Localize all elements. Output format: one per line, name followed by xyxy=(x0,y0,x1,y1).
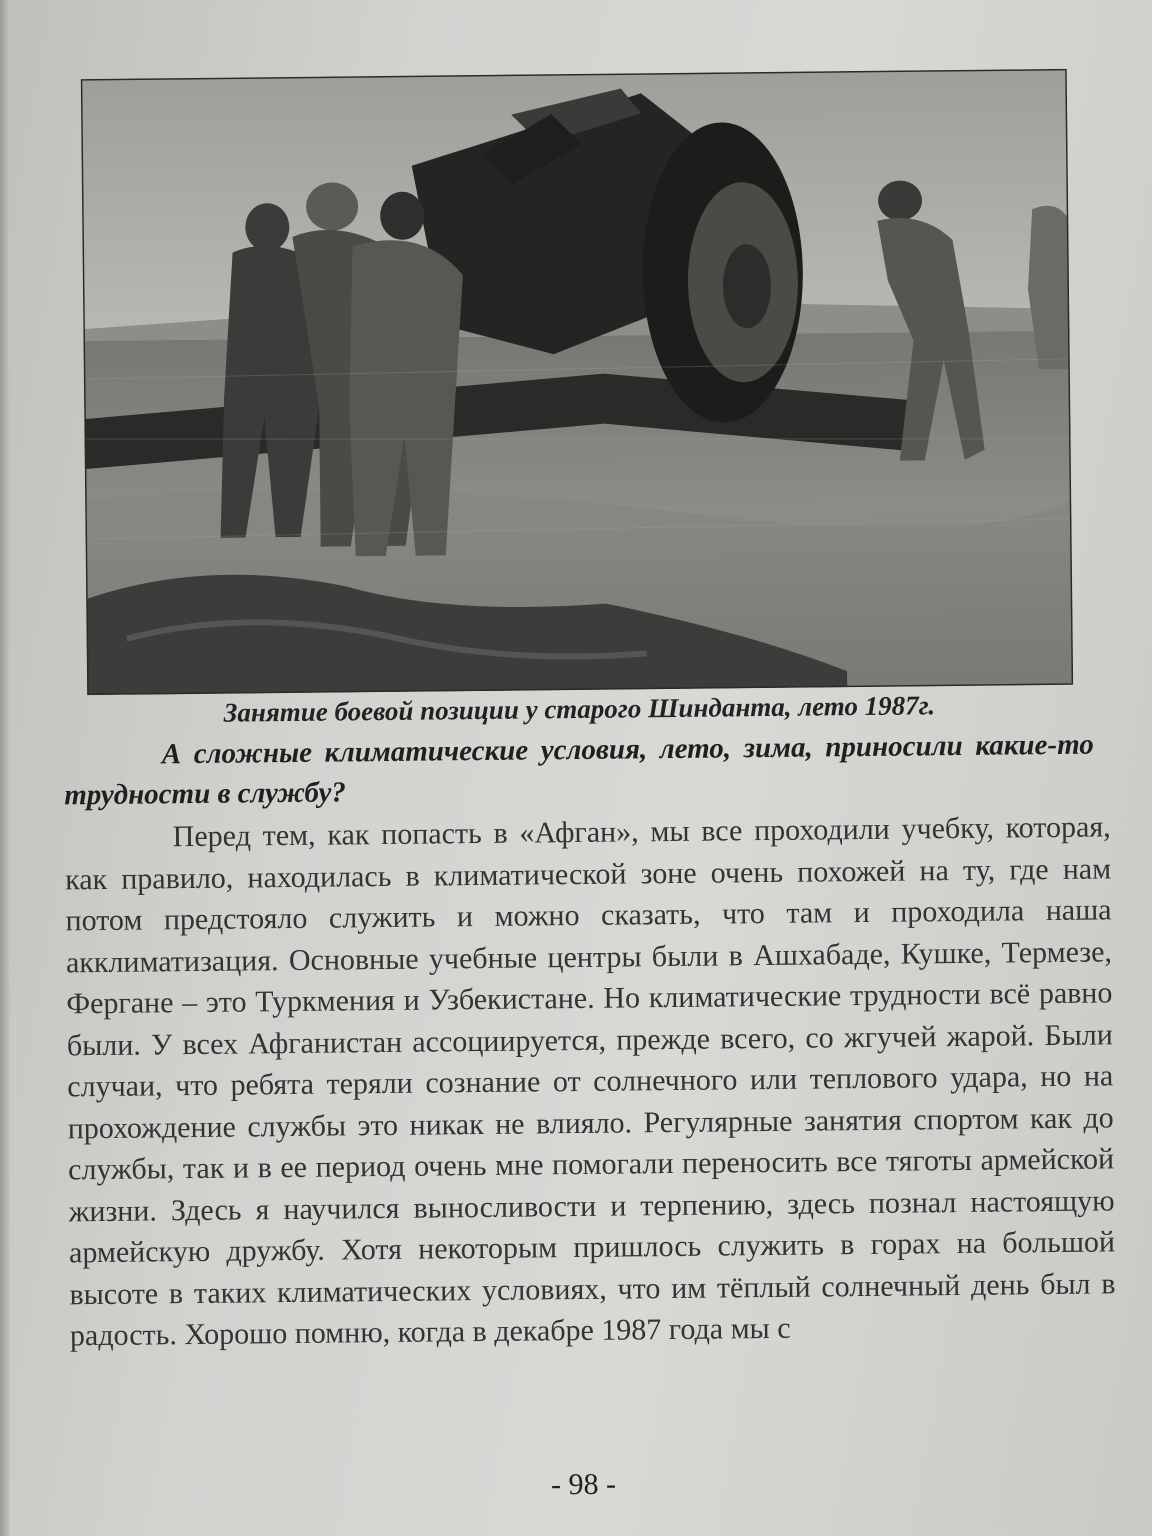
page-number: - 98 - xyxy=(550,1467,617,1502)
photo-caption: Занятие боевой позиции у старого Шинданта, лето 1987г. xyxy=(223,690,936,728)
interview-question: А сложные климатические условия, лето, зима, приносили какие-то трудности в службу? xyxy=(64,728,1094,812)
artillery-photo xyxy=(81,69,1073,695)
body-paragraph: Перед тем, как попасть в «Афган», мы все проходили учебку, которая, как правило, находилась в климатической зоне очень похожей на ту, где нам потом предстояло служить и можно сказать, что там и проходила наша акклиматизация. Основные учебные центры были в Ашхабаде, Кушке, Термезе, Фергане – это Туркмения и Узбекистане. Но климатические трудности всё равно были. У всех Афганистан ассоциируется, прежде всего, со жгучей жарой. Были случаи, что ребята теряли сознание от солнечного или теплового удара, но на прохождение службы это никак не влияло. Регулярные занятия спортом как до службы, так и в ее период очень мне помогали переносить все тяготы армейской жизни. Здесь я научился выносливости и терпению, здесь познал настоящую армейскую дружбу. Хотя некоторым пришлось служить в горах на большой высоте в таких климатических условиях, что им тёплый солнечный день был в радость. Хорошо помню, когда в декабре 1987 года мы с xyxy=(64,810,1116,1353)
photo-image xyxy=(81,69,1073,695)
